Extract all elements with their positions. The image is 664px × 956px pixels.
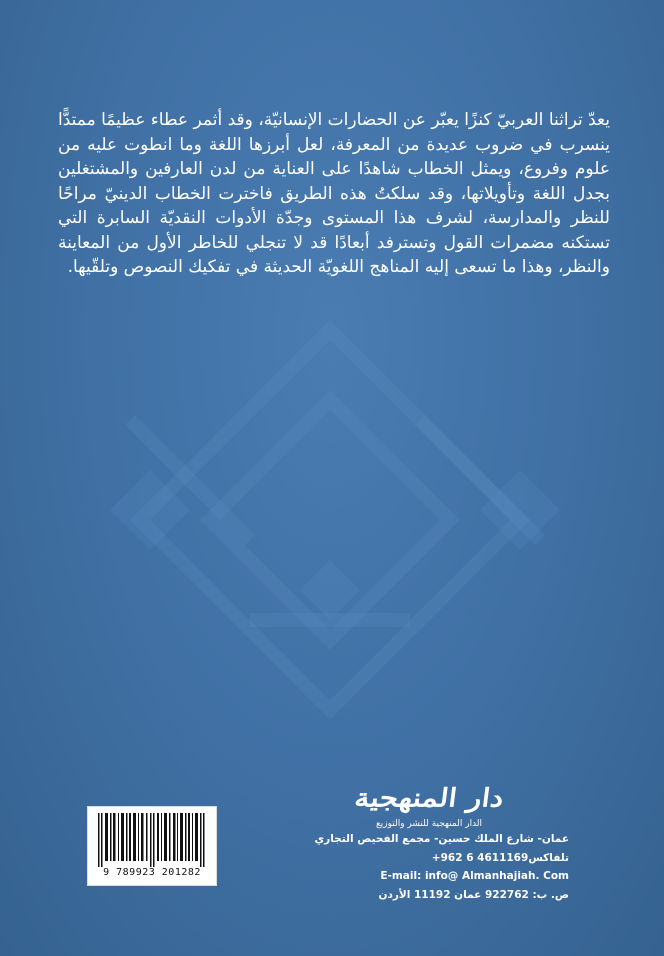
isbn-barcode: [87, 806, 217, 886]
publisher-logo: دار المنهجية: [352, 783, 506, 814]
barcode-bars-icon: [96, 813, 208, 867]
isbn-number: 9 789923 201282: [103, 867, 201, 878]
publisher-address: عمان- شارع الملك حسين- مجمع الفحيص التجاري: [314, 833, 569, 845]
publisher-block: [289, 778, 569, 904]
publisher-po-box: ص. ب: 922762 عمان 11192 الأردن: [378, 888, 569, 901]
publisher-email: E-mail: info@ Almanhajiah. Com: [380, 870, 569, 882]
publisher-phone: تلفاكس4611169 6 962+: [431, 851, 569, 864]
publisher-logo-subtitle: الدار المنهجية للنشر والتوزيع: [375, 819, 483, 829]
blurb-paragraph: يعدّ تراثنا العربيّ كنزًا يعبّر عن الحضارات الإنسانيّة، وقد أثمر عطاء عظيمًا ممتدًّا ينسرب في ضروب عديدة من المعرفة، لعل أبرزها اللغة وما انطوت عليه من علوم وفروع، ويمثل الخطاب شاهدًا على العناية من لدن العارفين والمشتغلين بجدل اللغة وتأويلاتها، وقد سلكتُ هذه الطريق فاخترت الخطاب الدينيّ مراحًا للنظر والمدارسة، لشرف هذا المستوى وجدّة الأدوات النقديّة السابرة التي تستكنه مضمرات القول وتسترفد أبعادًا قد لا تنجلي للخاطر الأول من المعاينة والنظر، وهذا ما تسعى إليه المناهج اللغويّة الحديثة في تفكيك النصوص وتلقّيها.: [58, 110, 610, 277]
back-cover-blurb: [58, 108, 610, 280]
